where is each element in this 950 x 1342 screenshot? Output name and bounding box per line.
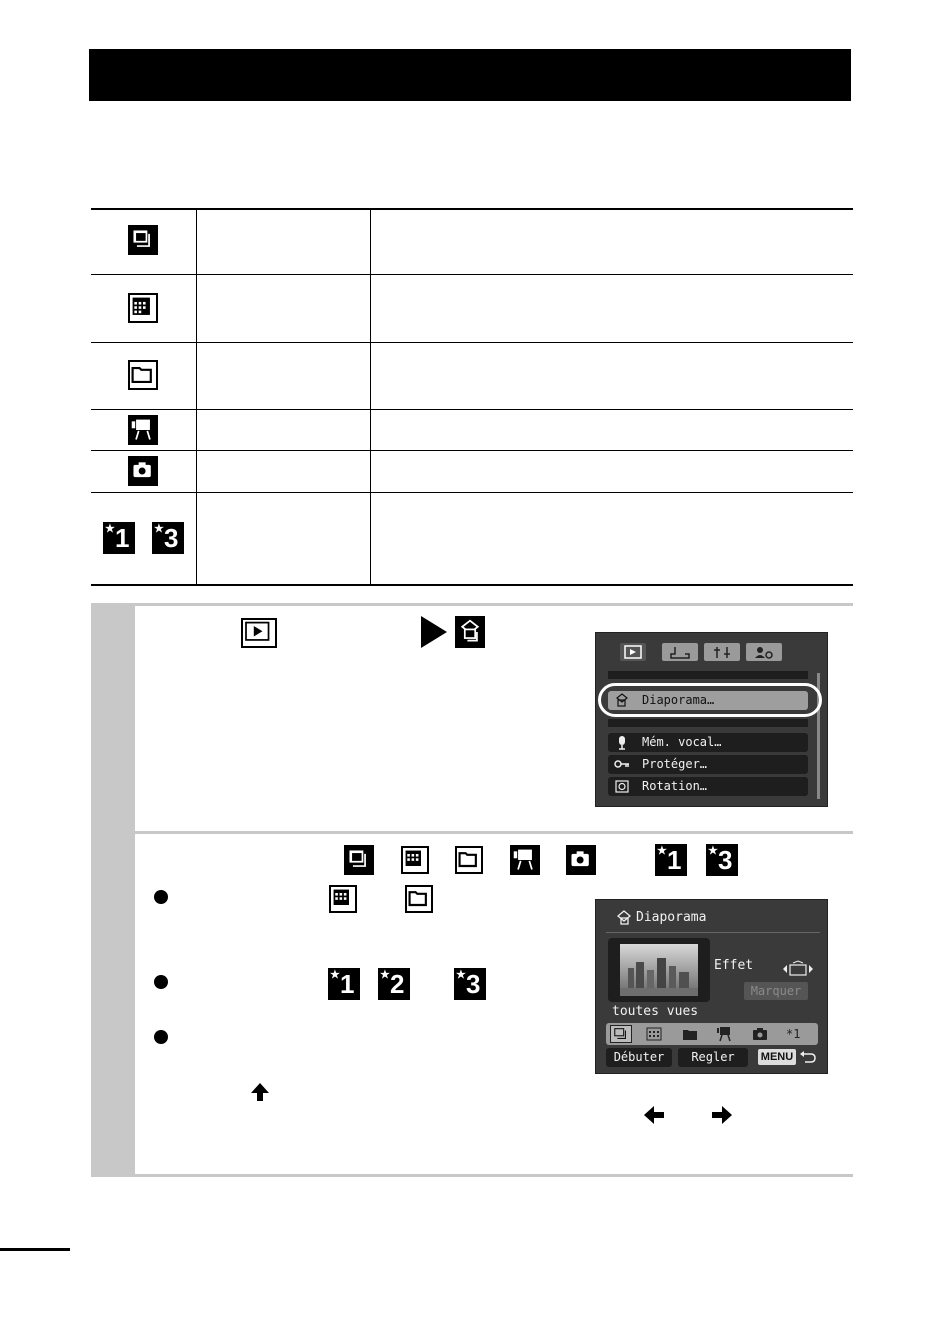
folder-icon: [455, 846, 483, 874]
key-icon: [614, 757, 630, 772]
microphone-icon: [614, 735, 630, 750]
return-icon: [799, 1049, 817, 1065]
still-image-icon: [566, 845, 596, 875]
bullet-2: [154, 975, 168, 989]
all-images-icon[interactable]: [610, 1025, 632, 1043]
step-1-marker: [91, 606, 135, 831]
arrow-left-icon: [643, 1105, 665, 1125]
my-category-2-icon: ★ 2: [378, 968, 410, 1000]
my-category-icon[interactable]: *1: [786, 1027, 801, 1041]
date-icon: [329, 885, 357, 913]
bullet-3: [154, 1030, 168, 1044]
play-tab-icon[interactable]: [620, 643, 646, 661]
effect-selector[interactable]: [781, 960, 815, 978]
arrow-right-icon: [711, 1105, 733, 1125]
my-category-3-icon: ★ 3: [706, 844, 738, 876]
still-image-icon: [128, 456, 158, 486]
my-category-1-icon: ★ 1: [328, 968, 360, 1000]
playback-button-icon: [241, 618, 277, 648]
folder-icon: [128, 360, 158, 390]
arrow-up-icon: [250, 1082, 270, 1102]
slideshow-type-bar: [606, 1023, 818, 1045]
menu-item-rotate[interactable]: Rotation…: [608, 777, 808, 796]
movie-icon: [510, 845, 540, 875]
slideshow-settings-screen: [595, 899, 828, 1074]
my-category-1-icon: ★ 1: [655, 844, 687, 876]
menu-item-voice-memo[interactable]: Mém. vocal…: [608, 733, 808, 752]
settings-button[interactable]: Regler: [678, 1048, 748, 1067]
bullet-1: [154, 890, 168, 904]
all-images-icon: [344, 845, 374, 875]
folder-icon: [405, 885, 433, 913]
movie-icon[interactable]: [716, 1026, 732, 1042]
camera-menu-screen: [595, 632, 828, 807]
movie-icon: [128, 415, 158, 445]
mark-button[interactable]: Marquer: [744, 982, 808, 1000]
folder-icon[interactable]: [682, 1026, 698, 1042]
date-icon[interactable]: [646, 1026, 662, 1042]
selection-highlight-ring: [598, 683, 822, 717]
menu-button[interactable]: MENU: [758, 1049, 796, 1065]
menu-item-protect[interactable]: Protéger…: [608, 755, 808, 774]
menu-tab-bar: [604, 641, 822, 663]
my-category-3-icon: ★ 3: [454, 968, 486, 1000]
page-edge-marker: [0, 1248, 70, 1251]
date-icon: [401, 846, 429, 874]
setup-tab-icon[interactable]: [704, 643, 740, 661]
print-tab-icon[interactable]: [662, 643, 698, 661]
date-icon: [128, 293, 158, 323]
arrow-right-icon: [421, 616, 447, 648]
step-2-marker: [91, 834, 135, 1174]
my-category-3-icon: ★ 3: [152, 522, 184, 554]
screen-title: Diaporama: [636, 910, 707, 925]
all-images-icon: [128, 225, 158, 255]
start-button[interactable]: Débuter: [606, 1048, 672, 1067]
effect-label: Effet: [714, 958, 754, 973]
preview-thumbnail-frame: [608, 938, 710, 1002]
all-images-label: toutes vues: [612, 1004, 699, 1019]
my-menu-tab-icon[interactable]: [746, 643, 782, 661]
my-category-1-icon: ★ 1: [103, 522, 135, 554]
slideshow-icon: [455, 616, 485, 648]
menu-item-slideshow[interactable]: Diaporama…: [608, 691, 808, 710]
slideshow-icon: [616, 910, 632, 926]
city-skyline-image: [620, 944, 698, 996]
section-header-bar: [89, 49, 851, 101]
rotate-icon: [614, 779, 630, 794]
still-image-icon[interactable]: [752, 1026, 768, 1042]
